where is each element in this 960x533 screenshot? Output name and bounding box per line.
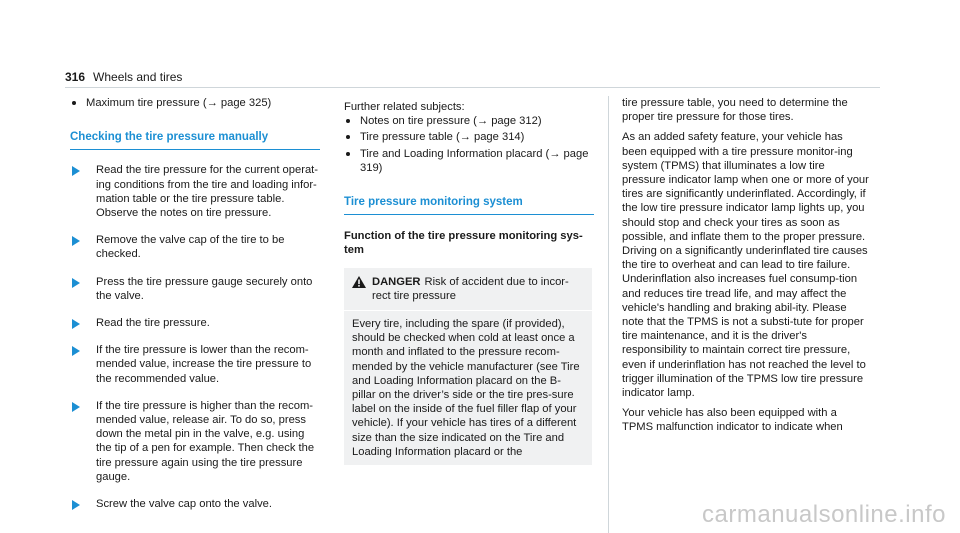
page-number: 316 <box>65 70 86 84</box>
watermark: carmanualsonline.info <box>702 501 946 528</box>
list-item: Tire and Loading Information placard (→ page 319) <box>344 147 594 175</box>
danger-body: Every tire, including the spare (if provided), should be checked when cold at least once a month and inflated to the pressure recom-mended by the vehicle manufacturer (see Tire and Loading Information placard on the B-pillar on the driver’s side or the tire pres-sure label on the inside of the fuel filler flap of your vehicle). If your vehicle has tires of a different size than the size indicated on the Tire and Loading Information placard or the <box>352 318 580 458</box>
step-text: Press the tire pressure gauge securely onto the valve. <box>96 275 313 302</box>
page-header <box>65 70 182 84</box>
section-heading: Tire pressure monitoring system <box>344 195 594 215</box>
danger-title: Risk of accident due to incor-rect tire pressure <box>372 275 569 302</box>
list-item: Maximum tire pressure (→ page 325) <box>70 96 320 110</box>
section-title: Wheels and tires <box>93 70 183 84</box>
step-arrow-icon <box>72 278 80 288</box>
step-text: Screw the valve cap onto the valve. <box>96 498 272 511</box>
related-intro: Further related subjects: <box>344 101 465 113</box>
step-text: Read the tire pressure for the current operat-ing conditions from the tire and loading infor-mation table or the tire pressure table. Observe the notes on tire pressure. <box>96 164 318 220</box>
instruction-step <box>70 275 320 303</box>
column-left <box>70 96 320 511</box>
instruction-step <box>70 163 320 220</box>
danger-label: DANGER <box>372 275 421 288</box>
section-heading: Checking the tire pressure manually <box>70 130 320 150</box>
step-text: If the tire pressure is lower than the recom-mended value, increase the tire pressure to the recommended value. <box>96 344 312 385</box>
paragraph: As an added safety feature, your vehicle has been equipped with a tire pressure monitor-ing system (TPMS) that illuminates a low tire pressure indicator lamp when one or more of your tires are significantly underinflated. Accordingly, if the low tire pressure indicator lamp lights up, you should stop and check your tires as soon as possible, and inflate them to the proper pressure. Driving on a significantly underinflated tire causes the tire to overheat and can lead to tire failure. Underinflation also increases fuel consump-tion and reduces tire tread life, and may affect the vehicle's handling and braking abil-ity. Please note that the TPMS is not a substi-tute for proper tire maintenance, and it is the driver's responsibility to maintain correct tire pressure, even if underinflation has not reached the level to trigger illumination of the TPMS low tire pressure indicator lamp. <box>622 131 869 400</box>
instruction-step <box>70 399 320 484</box>
step-arrow-icon <box>72 236 80 246</box>
warning-triangle-icon <box>352 276 366 288</box>
step-text: Read the tire pressure. <box>96 317 210 330</box>
step-text: If the tire pressure is higher than the recom-mended value, release air. To do so, press down the metal pin in the valve, e.g. using the tip of a pen for example. Then check the tire pressure again using the tire pressure gauge. <box>96 399 315 483</box>
list-item: Notes on tire pressure (→ page 312) <box>344 114 594 128</box>
subsection-heading: Function of the tire pressure monitoring sys-tem <box>344 230 583 257</box>
instruction-step <box>70 497 320 511</box>
danger-header <box>344 268 592 311</box>
step-arrow-icon <box>72 500 80 510</box>
step-arrow-icon <box>72 402 80 412</box>
step-text: Remove the valve cap of the tire to be checked. <box>96 234 285 261</box>
paragraph: Your vehicle has also been equipped with a TPMS malfunction indicator to indicate when <box>622 407 843 434</box>
step-arrow-icon <box>72 319 80 329</box>
step-arrow-icon <box>72 166 80 176</box>
column-middle <box>344 96 594 465</box>
header-divider <box>65 87 880 88</box>
instruction-step <box>70 343 320 386</box>
instruction-step <box>70 233 320 261</box>
paragraph: tire pressure table, you need to determine the proper tire pressure for those tires. <box>622 97 848 124</box>
instruction-step <box>70 316 320 330</box>
list-item: Tire pressure table (→ page 314) <box>344 130 594 144</box>
column-right <box>608 96 870 533</box>
step-arrow-icon <box>72 346 80 356</box>
danger-box <box>344 268 592 465</box>
